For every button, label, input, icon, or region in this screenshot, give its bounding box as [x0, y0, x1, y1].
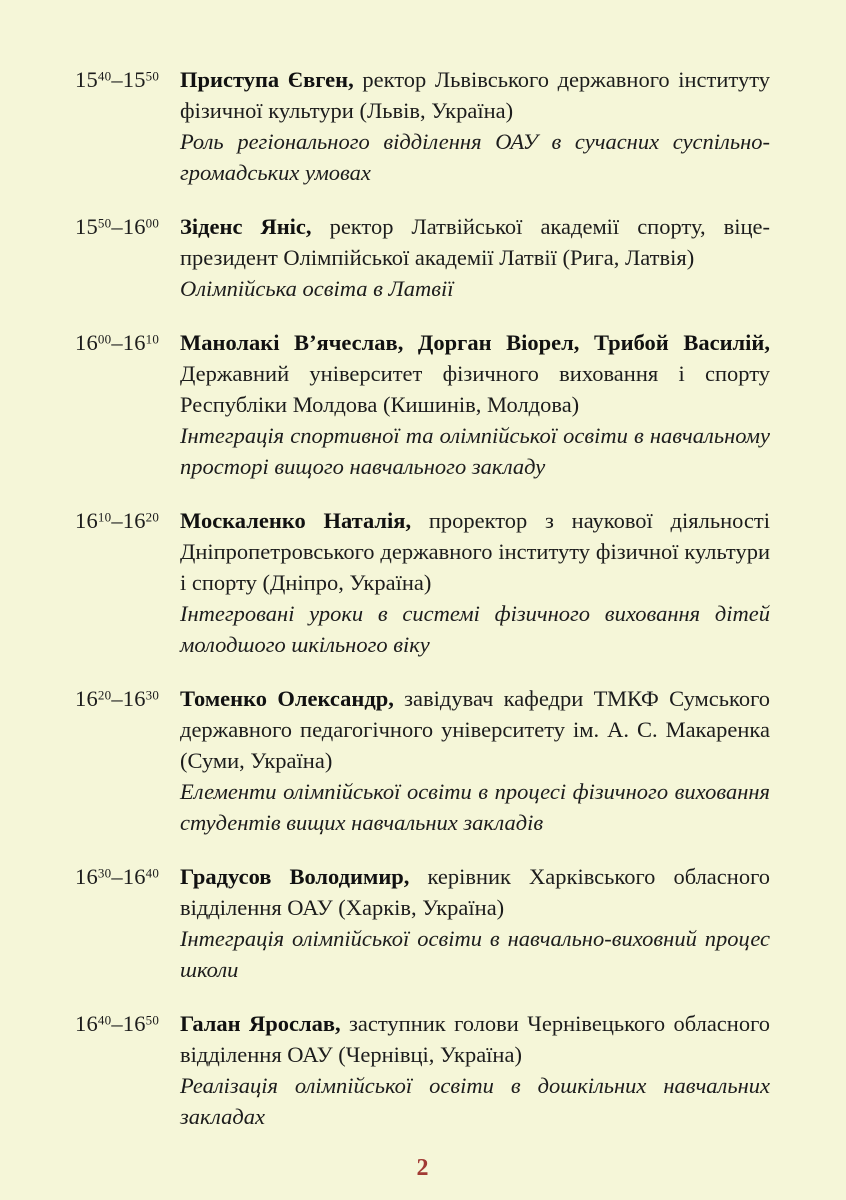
time-separator: – — [111, 864, 123, 889]
time-start: 16 — [75, 686, 98, 711]
time-range — [75, 64, 180, 95]
time-range — [75, 211, 180, 242]
time-start: 16 — [75, 864, 98, 889]
time-end: 16 — [122, 330, 146, 355]
entry-body — [180, 64, 770, 188]
time-start: 16 — [75, 330, 98, 355]
time-start: 15 — [75, 67, 98, 92]
speaker-name: Приступа Євген, — [180, 67, 354, 92]
speaker-name: Москаленко Наталія, — [180, 508, 412, 533]
entry-body — [180, 683, 770, 838]
time-end: 16 — [122, 864, 146, 889]
speaker-description — [180, 327, 770, 420]
speaker-name: Зіденс Яніс, — [180, 214, 312, 239]
schedule-entry — [75, 505, 770, 660]
time-separator: – — [111, 330, 123, 355]
time-separator: – — [111, 686, 123, 711]
schedule-entry — [75, 1008, 770, 1132]
time-separator: – — [111, 214, 123, 239]
time-start: 16 — [75, 1011, 98, 1036]
page-number: 2 — [416, 1155, 429, 1181]
talk-title: Реалізація олімпійської освіти в дошкільних навчальних закладах — [180, 1073, 770, 1129]
time-end-minutes: 40 — [145, 865, 160, 881]
speaker-description — [180, 211, 770, 273]
speaker-description — [180, 505, 770, 598]
time-start: 15 — [75, 214, 98, 239]
schedule-list — [75, 64, 770, 1132]
speaker-affiliation: заступник голови Чернівецького обласного відділення ОАУ (Чернівці, Україна) — [180, 1011, 771, 1067]
time-start-minutes: 10 — [97, 509, 112, 525]
time-separator: – — [111, 1011, 123, 1036]
talk-title: Інтегровані уроки в системі фізичного виховання дітей молодшого шкільного віку — [180, 601, 770, 657]
time-range — [75, 861, 180, 892]
speaker-affiliation: керівник Харківського обласного відділення ОАУ (Харків, Україна) — [180, 864, 770, 920]
talk-title: Олімпійська освіта в Латвії — [180, 276, 454, 301]
time-end: 16 — [122, 508, 146, 533]
time-end: 16 — [122, 1011, 146, 1036]
speaker-affiliation: ректор Латвійської академії спорту, віце-президент Олімпійської академії Латвії (Рига, Латвія) — [180, 214, 770, 270]
schedule-entry — [75, 861, 770, 985]
time-end: 16 — [122, 686, 146, 711]
entry-body — [180, 1008, 770, 1132]
entry-body — [180, 327, 770, 482]
time-range — [75, 505, 180, 536]
time-range — [75, 1008, 180, 1039]
time-separator: – — [111, 508, 123, 533]
entry-body — [180, 861, 770, 985]
talk-title: Роль регіонального відділення ОАУ в сучасних суспільно-громадських умовах — [180, 129, 770, 185]
time-end-minutes: 20 — [145, 509, 160, 525]
time-end: 16 — [122, 214, 146, 239]
speaker-description — [180, 861, 770, 923]
time-start-minutes: 00 — [97, 331, 112, 347]
time-range — [75, 327, 180, 358]
time-end-minutes: 50 — [145, 68, 160, 84]
schedule-entry — [75, 211, 770, 304]
speaker-affiliation: ректор Львівського державного інституту фізичної культури (Львів, Україна) — [180, 67, 770, 123]
time-start-minutes: 40 — [97, 68, 112, 84]
talk-title: Елементи олімпійської освіти в процесі фізичного виховання студентів вищих навчальних закладів — [180, 779, 770, 835]
talk-title: Інтеграція олімпійської освіти в навчально-виховний процес школи — [180, 926, 770, 982]
time-start-minutes: 50 — [97, 215, 112, 231]
speaker-description — [180, 64, 770, 126]
speaker-name: Манолакі В’ячеслав, Дорган Віорел, Трибой Василій, — [180, 330, 770, 355]
time-end-minutes: 10 — [145, 331, 160, 347]
speaker-affiliation: проректор з наукової діяльності Дніпропетровського державного інституту фізичної культури і спорту (Дніпро, Україна) — [180, 508, 770, 595]
speaker-name: Томенко Олександр, — [180, 686, 394, 711]
time-separator: – — [111, 67, 123, 92]
speaker-name: Градусов Володимир, — [180, 864, 410, 889]
time-end-minutes: 30 — [145, 687, 160, 703]
time-end-minutes: 00 — [145, 215, 160, 231]
talk-title: Інтеграція спортивної та олімпійської освіти в навчальному просторі вищого навчального закладу — [180, 423, 770, 479]
schedule-entry — [75, 683, 770, 838]
speaker-affiliation: Державний університет фізичного виховання і спорту Республіки Молдова (Кишинів, Молдова) — [180, 361, 770, 417]
speaker-description — [180, 1008, 770, 1070]
time-end-minutes: 50 — [145, 1012, 160, 1028]
schedule-entry — [75, 327, 770, 482]
time-range — [75, 683, 180, 714]
schedule-entry — [75, 64, 770, 188]
speaker-affiliation: завідувач кафедри ТМКФ Сумського державного педагогічного університету ім. А. С. Макаренка (Суми, Україна) — [180, 686, 770, 773]
time-start-minutes: 20 — [97, 687, 112, 703]
time-start: 16 — [75, 508, 98, 533]
time-start-minutes: 40 — [97, 1012, 112, 1028]
speaker-description — [180, 683, 770, 776]
time-start-minutes: 30 — [97, 865, 112, 881]
entry-body — [180, 211, 770, 304]
speaker-name: Галан Ярослав, — [180, 1011, 341, 1036]
time-end: 15 — [122, 67, 146, 92]
entry-body — [180, 505, 770, 660]
